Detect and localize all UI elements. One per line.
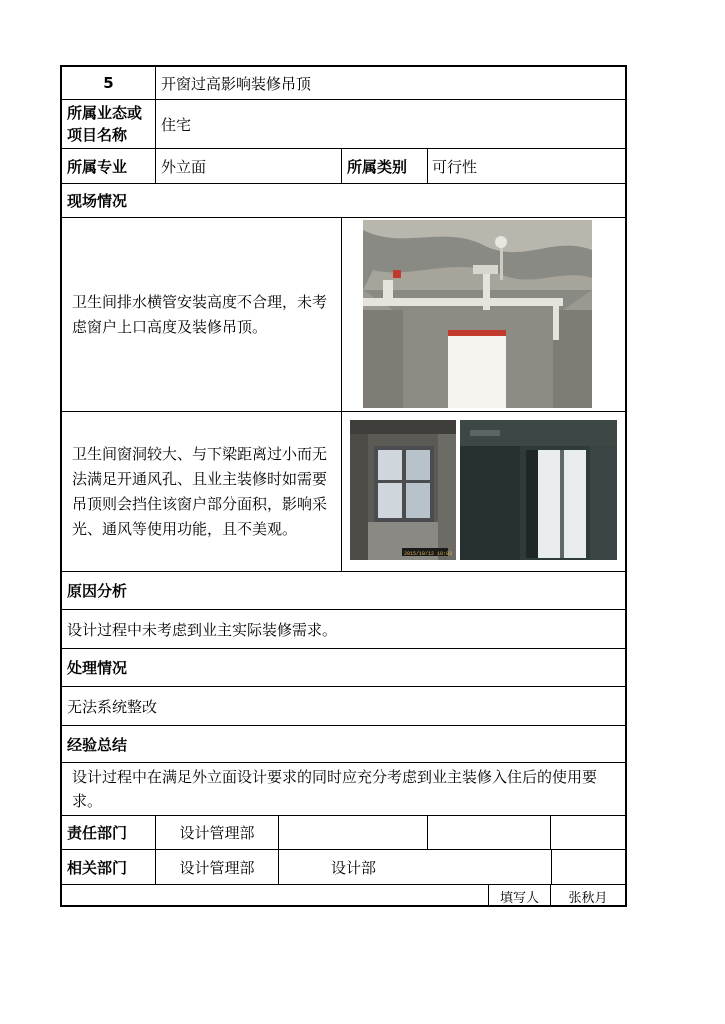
summary-text: 设计过程中在满足外立面设计要求的同时应充分考虑到业主装修入住后的使用要求。 xyxy=(72,768,598,810)
cause-text: 设计过程中未考虑到业主实际装修需求。 xyxy=(67,620,338,639)
handling-heading: 处理情况 xyxy=(67,659,128,677)
site-heading: 现场情况 xyxy=(67,192,128,210)
site-item-2 xyxy=(62,412,625,572)
related-row xyxy=(62,850,625,885)
project-row xyxy=(62,100,625,149)
summary-text-row xyxy=(62,763,625,816)
filler-label: 填写人 xyxy=(489,885,551,907)
related-label: 相关部门 xyxy=(62,850,156,884)
window-photo-left xyxy=(350,420,456,560)
summary-heading-row xyxy=(62,726,625,763)
specialty-label: 所属专业 xyxy=(62,149,156,183)
specialty-value: 外立面 xyxy=(156,149,342,183)
filler-name: 张秋月 xyxy=(568,890,608,906)
related-dept-1: 设计管理部 xyxy=(156,850,279,884)
footer-row xyxy=(62,885,625,907)
related-dept-2: 设计部 xyxy=(330,858,376,877)
ceiling-pipe-photo xyxy=(363,220,592,408)
site-heading-row xyxy=(62,184,625,218)
responsible-row xyxy=(62,816,625,850)
title-row xyxy=(62,67,625,100)
window-photo-right xyxy=(460,420,617,560)
specialty-row xyxy=(62,149,625,184)
cause-heading: 原因分析 xyxy=(67,582,128,600)
photo-date-stamp: 2015/10/12 10:03 xyxy=(404,551,453,557)
site-item-1-text: 卫生间排水横管安装高度不合理，未考虑窗户上口高度及装修吊顶。 xyxy=(72,292,328,336)
summary-heading: 经验总结 xyxy=(67,735,128,754)
project-label: 所属业态或项目名称 xyxy=(62,100,156,148)
record-sheet xyxy=(60,65,627,907)
handling-text: 无法系统整改 xyxy=(67,697,158,716)
responsible-label: 责任部门 xyxy=(62,816,156,849)
site-item-1 xyxy=(62,218,625,412)
cause-heading-row xyxy=(62,572,625,610)
project-value: 住宅 xyxy=(161,115,192,134)
category-value: 可行性 xyxy=(432,157,478,176)
record-title: 开窗过高影响装修吊顶 xyxy=(161,74,312,93)
cause-text-row xyxy=(62,610,625,649)
handling-text-row xyxy=(62,687,625,726)
record-number: 5 xyxy=(62,67,156,99)
site-item-2-text: 卫生间窗洞较大、与下梁距离过小而无法满足开通风孔、且业主装修时如需要吊顶则会挡住该窗户部分面积，影响采光、通风等使用功能，且不美观。 xyxy=(72,444,328,538)
responsible-dept-1: 设计管理部 xyxy=(156,816,279,849)
category-label: 所属类别 xyxy=(342,149,428,183)
handling-heading-row xyxy=(62,649,625,687)
